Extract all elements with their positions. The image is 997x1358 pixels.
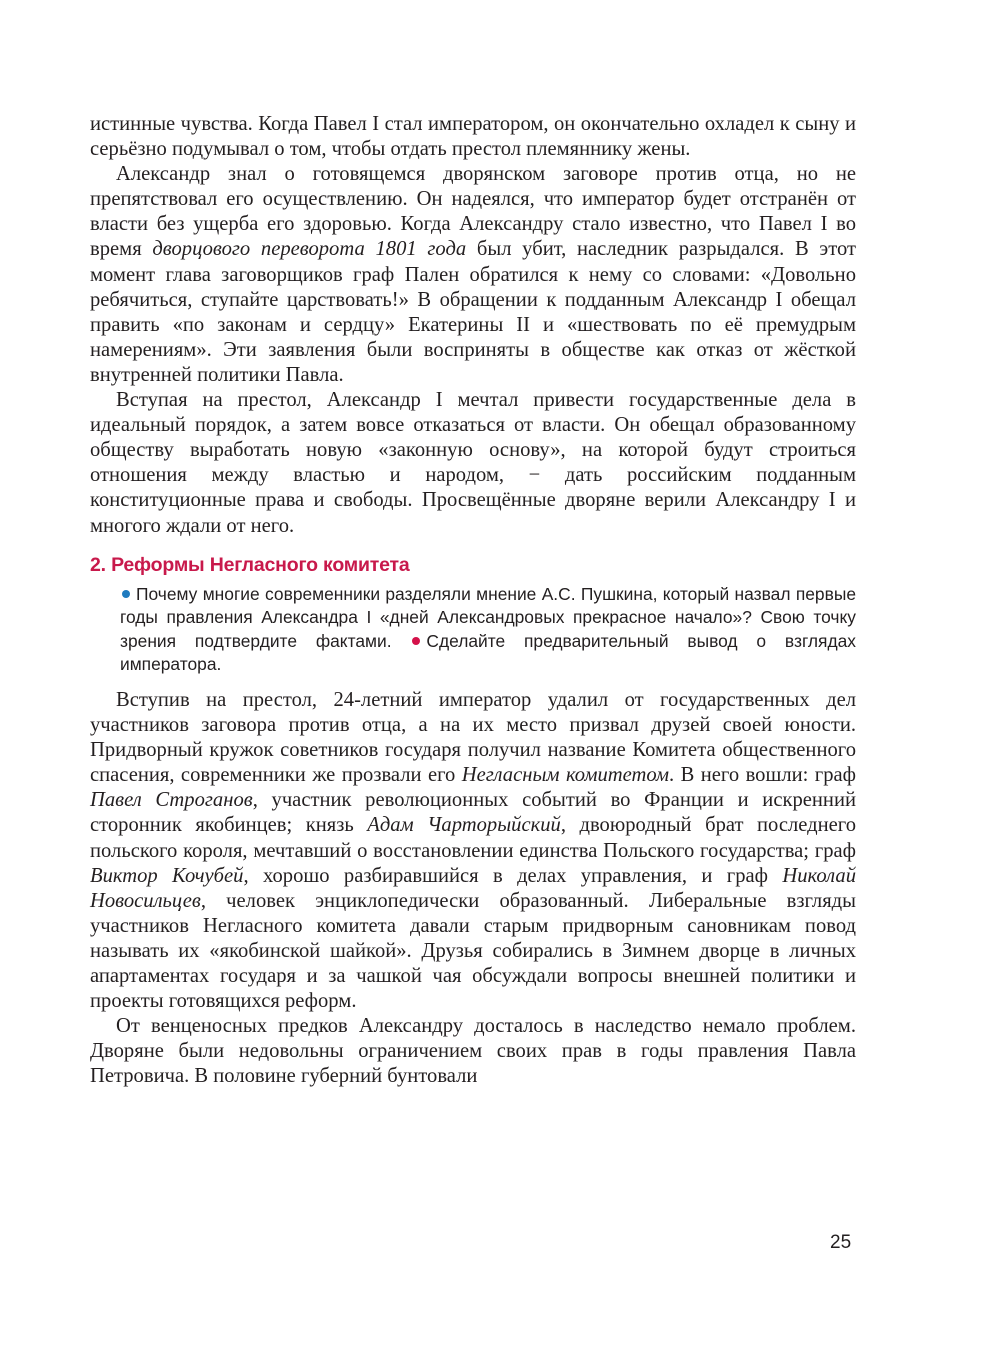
- blue-bullet-icon: [122, 590, 130, 598]
- italic-term-coup-1801: дворцового переворота 1801 года: [152, 238, 467, 261]
- paragraph-accession: Вступая на престол, Александр I мечтал привести государственные дела в идеальный порядок, а затем вовсе отказаться от власти. Он обещал образованному обществу выработать новую «законную основу», на которой будут строиться отношения между властью и народом, − дать российским подданным конституционные права и свободы. Просвещённые дворяне верили Александру I и многого ждали от него.: [90, 389, 856, 537]
- review-questions: [120, 583, 856, 677]
- paragraph-continuation: истинные чувства. Когда Павел I стал императором, он окончательно охладел к сыну и серьёзно подумывал о том, чтобы отдать престол племяннику жены.: [90, 113, 856, 161]
- italic-name-stroganov: Павел Строганов: [90, 789, 253, 812]
- question-text: Почему многие современники разделяли мнение А.С. Пушкина, который назвал первые годы правления Александра I «дней Александровых прекрасное начало»? Свою точку зрения подтвердите фактами.: [120, 583, 856, 651]
- italic-name-novosiltsev: Николай Новосильцев: [90, 864, 856, 912]
- textbook-page: [90, 112, 856, 1089]
- text-segment: , человек энциклопедически образованный. Либеральные взгляды участников Негласного комитета давали старым придворным сановникам повод называть их «якобинской шайкой». Друзья собирались в Зимнем дворце в личных апартаментах государя и за чашкой чая обсуждали вопросы внешней политики и проекты готовящихся реформ.: [90, 889, 856, 1013]
- red-bullet-icon: [412, 637, 420, 645]
- text-segment: , хорошо разбиравшийся в делах управления, и граф: [243, 864, 783, 887]
- page-number: 25: [830, 1232, 852, 1253]
- italic-name-kochubey: Виктор Кочубей: [90, 864, 244, 887]
- paragraph-inheritance: От венценосных предков Александру досталось в наследство немало проблем. Дворяне были недовольны ограничением своих прав в годы правления Павла Петровича. В половине губерний бунтовали: [90, 1015, 856, 1088]
- paragraph-conspiracy: [90, 162, 856, 388]
- section-heading: 2. Реформы Негласного комитета: [90, 553, 410, 576]
- text-segment: Вступив на престол, 24-летний император удалил от государственных дел участников заговора против отца, а на их место призвал друзей своей юности. Придворный кружок советников государя получил название Комитета общественного спасения, современники же прозвали его: [90, 688, 856, 787]
- italic-term-secret-committee: Негласным комитетом: [461, 764, 670, 787]
- text-segment: , участник революционных событий во Франции и искренний сторонник якобинцев; князь: [90, 789, 856, 837]
- text-segment: . В него вошли: граф: [669, 764, 856, 787]
- text-segment: , двоюродный брат последнего польского короля, мечтавший о восстановлении единства Польского государства; граф: [90, 814, 856, 862]
- question-text: Сделайте предварительный вывод о взглядах императора.: [120, 630, 856, 675]
- text-segment: Александр знал о готовящемся дворянском заговоре против отца, но не препятствовал его осуществлению. Он надеялся, что император будет отстранён от власти без ущерба его здоровью. Когда Александру стало известно, что Павел I во время: [90, 163, 856, 261]
- italic-name-czartoryski: Адам Чарторыйский: [367, 814, 561, 837]
- paragraph-secret-committee: [90, 688, 856, 1014]
- text-segment: был убит, наследник разрыдался. В этот момент глава заговорщиков граф Пален обратился к нему со словами: «Довольно ребячиться, ступайте царствовать!» В обращении к подданным Александр I обещал править «по законам и сердцу» Екатерины II и «шествовать по её премудрым намерениям». Эти заявления были восприняты в обществе как отказ от жёсткой внутренней политики Павла.: [90, 238, 856, 386]
